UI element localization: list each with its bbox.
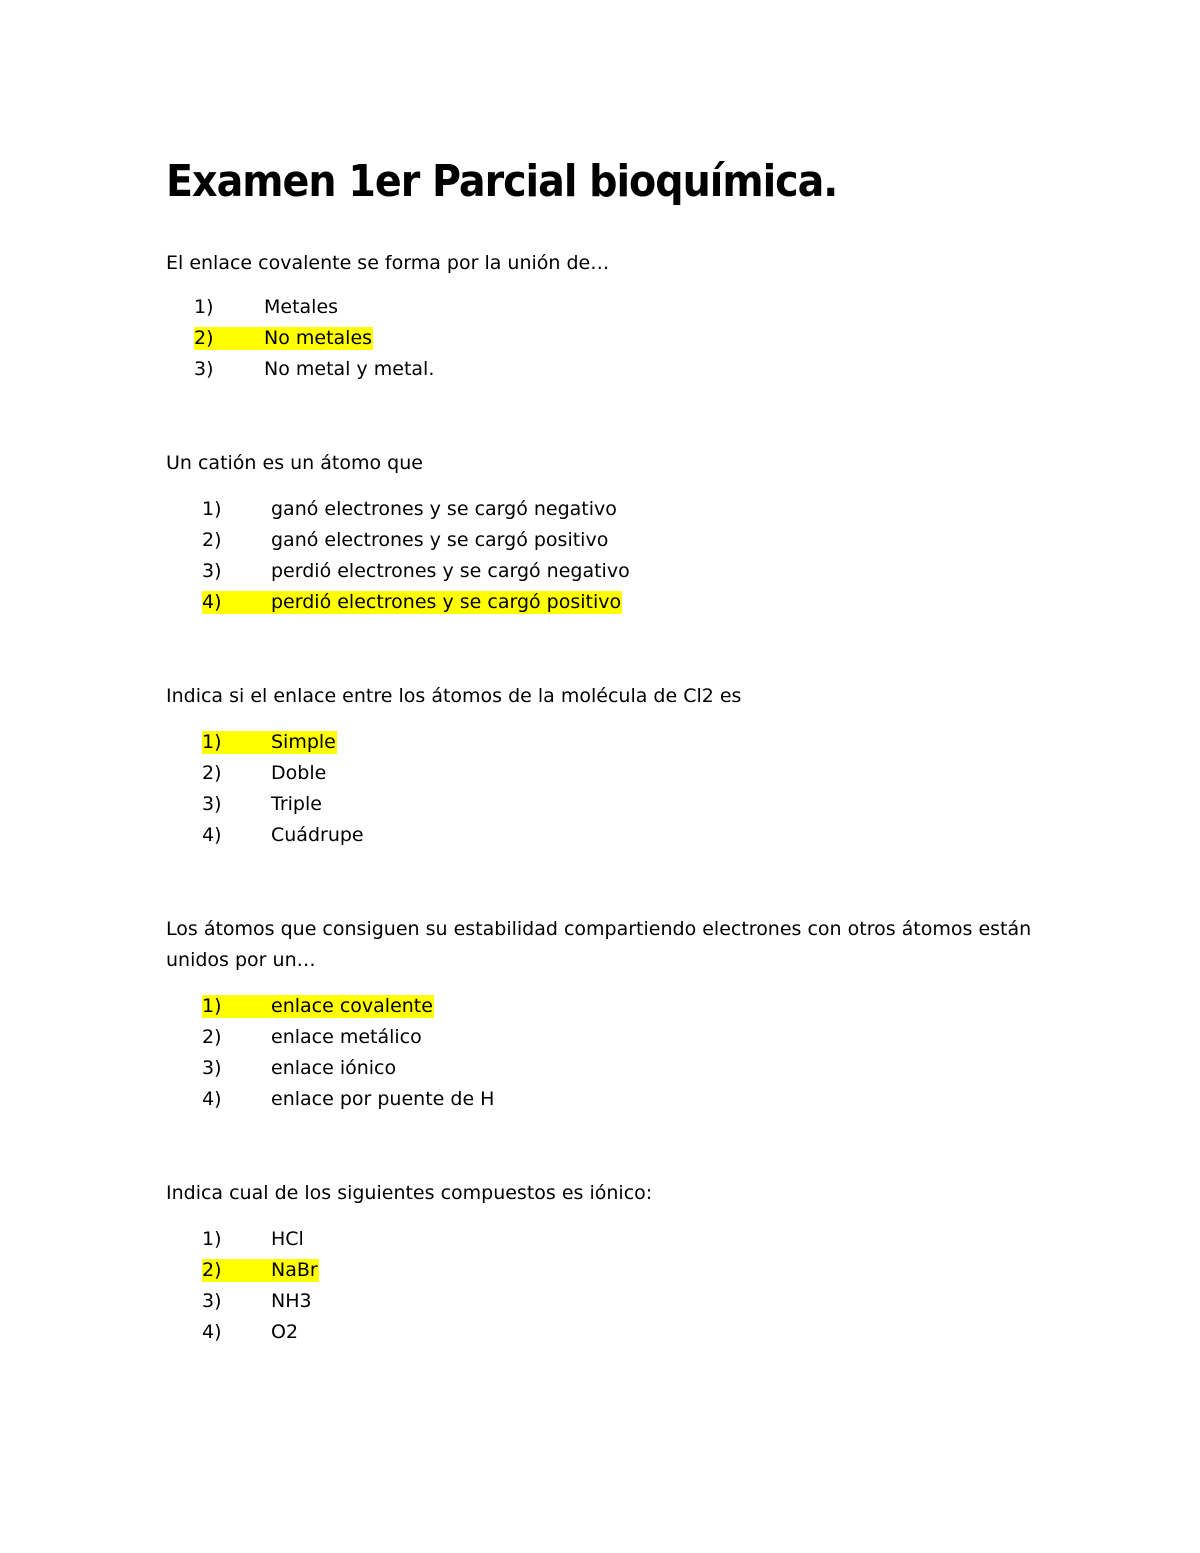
option-highlight: [202, 1026, 423, 1049]
option-text: enlace covalente: [271, 995, 433, 1017]
option-text: Simple: [271, 731, 336, 753]
option-text: enlace iónico: [271, 1057, 397, 1079]
question-3-options: [202, 727, 365, 851]
option-text: enlace metálico: [271, 1026, 422, 1048]
option-highlight: [202, 1321, 299, 1344]
exam-title: Examen 1er Parcial bioquímica.: [166, 156, 838, 207]
option-text: perdió electrones y se cargó positivo: [271, 591, 622, 613]
option-number: 1): [194, 296, 214, 318]
option-text: Metales: [264, 296, 339, 318]
question-1-option-2: [194, 323, 435, 354]
option-highlight: [202, 1290, 313, 1313]
option-highlight: [202, 762, 327, 785]
question-4-text: Los átomos que consiguen su estabilidad compartiendo electrones con otros átomos están unidos por un…: [166, 918, 1032, 971]
option-number: 3): [202, 793, 222, 815]
question-3-text: Indica si el enlace entre los átomos de la molécula de Cl2 es: [166, 685, 742, 707]
option-text: ganó electrones y se cargó positivo: [271, 529, 609, 551]
question-5-option-4: [202, 1317, 319, 1348]
option-number: 4): [202, 591, 222, 613]
question-3-option-2: [202, 758, 365, 789]
option-highlight: [202, 591, 622, 614]
option-text: NaBr: [271, 1259, 318, 1281]
option-text: NH3: [271, 1290, 312, 1312]
option-number: 1): [202, 731, 222, 753]
option-number: 4): [202, 1088, 222, 1110]
question-5-text: Indica cual de los siguientes compuestos es iónico:: [166, 1182, 653, 1204]
option-highlight: [202, 1259, 319, 1282]
option-highlight: [202, 529, 609, 552]
question-4-option-4: [202, 1084, 495, 1115]
option-text: Cuádrupe: [271, 824, 364, 846]
question-1-options: [194, 292, 435, 385]
option-highlight: [202, 824, 365, 847]
question-2-option-3: [202, 556, 631, 587]
option-highlight: [202, 1088, 495, 1111]
option-highlight: [202, 995, 434, 1018]
option-number: 2): [202, 1259, 222, 1281]
question-1-option-1: [194, 292, 435, 323]
option-text: enlace por puente de H: [271, 1088, 495, 1110]
option-highlight: [194, 327, 373, 350]
option-text: HCl: [271, 1228, 304, 1250]
question-5-option-2: [202, 1255, 319, 1286]
option-highlight: [194, 296, 339, 319]
question-5-options: [202, 1224, 319, 1348]
question-2-option-2: [202, 525, 631, 556]
option-number: 2): [202, 529, 222, 551]
question-4-option-3: [202, 1053, 495, 1084]
option-number: 3): [202, 1290, 222, 1312]
option-text: ganó electrones y se cargó negativo: [271, 498, 617, 520]
option-number: 2): [194, 327, 214, 349]
option-number: 3): [202, 1057, 222, 1079]
option-highlight: [202, 1228, 305, 1251]
option-highlight: [202, 793, 323, 816]
option-highlight: [202, 498, 618, 521]
question-2-option-4: [202, 587, 631, 618]
question-2-text: Un catión es un átomo que: [166, 452, 423, 474]
question-5-option-1: [202, 1224, 319, 1255]
option-text: No metal y metal.: [264, 358, 435, 380]
option-text: perdió electrones y se cargó negativo: [271, 560, 630, 582]
question-2-option-1: [202, 494, 631, 525]
option-text: Doble: [271, 762, 327, 784]
option-text: Triple: [271, 793, 322, 815]
question-1-option-3: [194, 354, 435, 385]
option-highlight: [194, 358, 435, 381]
option-number: 1): [202, 995, 222, 1017]
question-3-option-4: [202, 820, 365, 851]
option-number: 4): [202, 1321, 222, 1343]
option-highlight: [202, 1057, 397, 1080]
option-number: 3): [202, 560, 222, 582]
option-highlight: [202, 560, 631, 583]
question-4-option-2: [202, 1022, 495, 1053]
question-5-option-3: [202, 1286, 319, 1317]
option-number: 2): [202, 762, 222, 784]
option-number: 2): [202, 1026, 222, 1048]
option-highlight: [202, 731, 337, 754]
option-number: 4): [202, 824, 222, 846]
question-4-options: [202, 991, 495, 1115]
option-number: 3): [194, 358, 214, 380]
question-2-options: [202, 494, 631, 618]
option-number: 1): [202, 1228, 222, 1250]
question-3-option-1: [202, 727, 365, 758]
question-3-option-3: [202, 789, 365, 820]
question-4-option-1: [202, 991, 495, 1022]
option-text: O2: [271, 1321, 299, 1343]
option-number: 1): [202, 498, 222, 520]
question-1-text: El enlace covalente se forma por la unión de…: [166, 252, 610, 274]
option-text: No metales: [264, 327, 373, 349]
